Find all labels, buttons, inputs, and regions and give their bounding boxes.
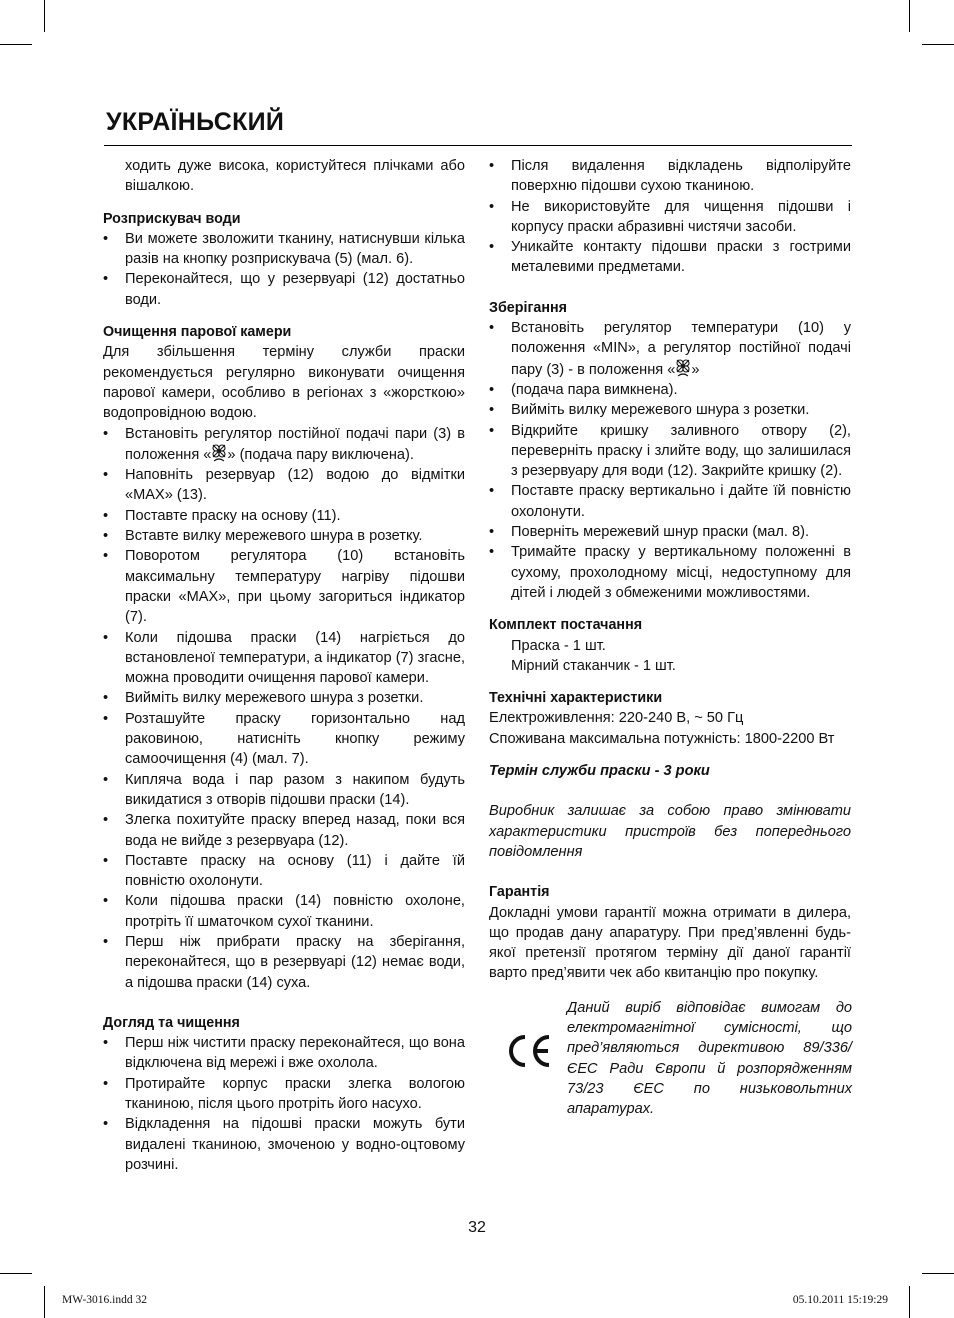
spec-power-supply: Електроживлення: 220-240 В, ~ 50 Гц xyxy=(489,710,744,727)
section-heading: Догляд та чищення xyxy=(103,1014,240,1031)
crop-mark xyxy=(44,0,45,32)
bullet-list xyxy=(103,424,465,993)
section-heading: Гарантія xyxy=(489,884,550,901)
list-item: • Відкрийте кришку заливного отвору (2), переверніть праску і злийте воду, що залишилася з резервуару для води (12). Закрийте кришку (2). xyxy=(489,421,851,482)
list-item: • Протирайте корпус праски злегка вологою тканиною, після цього протріть його насухо. xyxy=(103,1074,465,1115)
list-item: • Тримайте праску у вертикальному положенні в сухому, прохолодному місці, недоступному для дітей і людей з обмеженими можливостями. xyxy=(489,542,851,603)
bullet-list xyxy=(489,318,851,603)
list-item: • Злегка похитуйте праску вперед назад, поки вся вода не вийде з резервуара (12). xyxy=(103,810,465,851)
bullet-list xyxy=(103,229,465,310)
warranty-text: Докладні умови гарантії можна отримати в дилера, що продав дану апаратуру. При пред’явленні будь-якої претензії протягом терміну дії даної гарантії варто пред’явити чек або квитанцію про покупку. xyxy=(489,904,851,982)
steam-off-icon xyxy=(211,444,227,463)
paragraph: Для збільшення терміну служби праски рекомендується регулярно виконувати очищення парової камери, особливо в регіонах з «жорсткою» водопровідною водою. xyxy=(103,344,465,422)
crop-mark xyxy=(0,44,32,45)
list-item: • Переконайтеся, що у резервуарі (12) достатньо води. xyxy=(103,269,465,310)
slug-filename: MW-3016.indd 32 xyxy=(62,1294,147,1306)
list-item: • Поставте праску на основу (11). xyxy=(103,506,465,526)
spec-power: Споживана максимальна потужність: 1800-2200 Вт xyxy=(489,730,835,747)
kit-item: Праска - 1 шт. xyxy=(511,637,606,654)
slug-timestamp: 05.10.2011 15:19:29 xyxy=(792,1294,888,1306)
list-item: • Поставте праску вертикально і дайте їй повністю охолонути. xyxy=(489,481,851,522)
crop-mark xyxy=(909,0,910,32)
list-item: • Не використовуйте для чищення підошви і корпусу праски абразивні чистячи засоби. xyxy=(489,197,851,238)
disclaimer: Виробник залишає за собою право змінювати характеристики пристроїв без попереднього повідомлення xyxy=(489,803,851,860)
section-heading: Зберігання xyxy=(489,299,567,316)
bullet-list xyxy=(489,156,851,278)
right-column xyxy=(489,156,851,1118)
list-item: • Розташуйте праску горизонтально над раковиною, натисніть кнопку режиму самоочищення (4) (мал. 7). xyxy=(103,709,465,770)
crop-mark xyxy=(922,1273,954,1274)
steam-off-icon xyxy=(675,359,691,378)
list-item: • Встановіть регулятор постійної подачі пари (3) в положення « » (подача пару виключена). xyxy=(103,424,465,466)
list-item: • Наповніть резервуар (12) водою до відмітки «MAX» (13). xyxy=(103,465,465,506)
list-item: • Вставте вилку мережевого шнура в розетку. xyxy=(103,526,465,546)
page-title: УКРАЇНЬСКИЙ xyxy=(106,108,285,136)
bullet-list xyxy=(103,1033,465,1175)
list-item: • Уникайте контакту підошви праски з гострими металевими предметами. xyxy=(489,237,851,278)
list-item: • Поворотом регулятора (10) встановіть максимальну температуру нагріву підошви праски «MAX», при цьому загориться індикатор (7). xyxy=(103,546,465,627)
page-number: 32 xyxy=(468,1219,486,1236)
list-item: • Вийміть вилку мережевого шнура з розетки. xyxy=(103,688,465,708)
list-item: • Перш ніж чистити праску переконайтеся, що вона відключена від мережі і вже охолола. xyxy=(103,1033,465,1074)
crop-mark xyxy=(44,1286,45,1318)
intro-text: ходить дуже висока, користуйтеся плічками або вішалкою. xyxy=(125,158,465,195)
crop-mark xyxy=(922,44,954,45)
left-column xyxy=(103,156,465,1175)
list-item: • Кипляча вода і пар разом з накипом будуть викидатися з отворів підошви праски (14). xyxy=(103,770,465,811)
service-life: Термін служби праски - 3 роки xyxy=(489,763,710,780)
list-item: • Відкладення на підошві праски можуть бути видалені тканиною, змоченою у водно-оцтовому розчині. xyxy=(103,1114,465,1175)
list-item: • Поставте праску на основу (11) і дайте їй повністю охолонути. xyxy=(103,851,465,892)
crop-mark xyxy=(909,1286,910,1318)
section-heading: Комплект постачання xyxy=(489,617,643,634)
list-item: • Встановіть регулятор температури (10) у положення «MIN», а регулятор постійної подачі пару (3) - в положення « » xyxy=(489,318,851,380)
list-item: • Поверніть мережевий шнур праски (мал. 8). xyxy=(489,522,851,542)
ce-block xyxy=(489,998,851,1118)
section-heading: Очищення парової камери xyxy=(103,324,292,341)
section-heading: Розприскувач води xyxy=(103,210,241,227)
ce-compliance-text: Даний виріб відповідає вимогам до електромагнітної сумісності, що пред’являються директивою 89/336/ЄЕС Ради Європи й розпорядженням 73/23 ЄЕС по низьковольтних апаратурах. xyxy=(567,999,852,1118)
list-item: • Перш ніж прибрати праску на зберігання, переконайтеся, що в резервуарі (12) немає води, а підошва праски (14) суха. xyxy=(103,932,465,993)
list-item: • Коли підошва праски (14) повністю охолоне, протріть її шматочком сухої тканини. xyxy=(103,891,465,932)
ce-mark-icon xyxy=(505,1034,553,1068)
kit-item: Мірний стаканчик - 1 шт. xyxy=(511,657,676,674)
crop-mark xyxy=(0,1273,32,1274)
list-item: • Коли підошва праски (14) нагріється до встановленої температури, а індикатор (7) згасне, можна проводити очищення парової камери. xyxy=(103,628,465,689)
list-item: • Ви можете зволожити тканину, натиснувши кілька разів на кнопку розприскувача (5) (мал. 6). xyxy=(103,229,465,270)
list-item: • Вийміть вилку мережевого шнура з розетки. xyxy=(489,400,851,420)
title-rule xyxy=(104,145,852,146)
list-item: • (подача пара вимкнена). xyxy=(489,380,851,400)
list-item: • Після видалення відкладень відполіруйте поверхню підошви сухою тканиною. xyxy=(489,156,851,197)
section-heading: Технічні характеристики xyxy=(489,690,663,707)
